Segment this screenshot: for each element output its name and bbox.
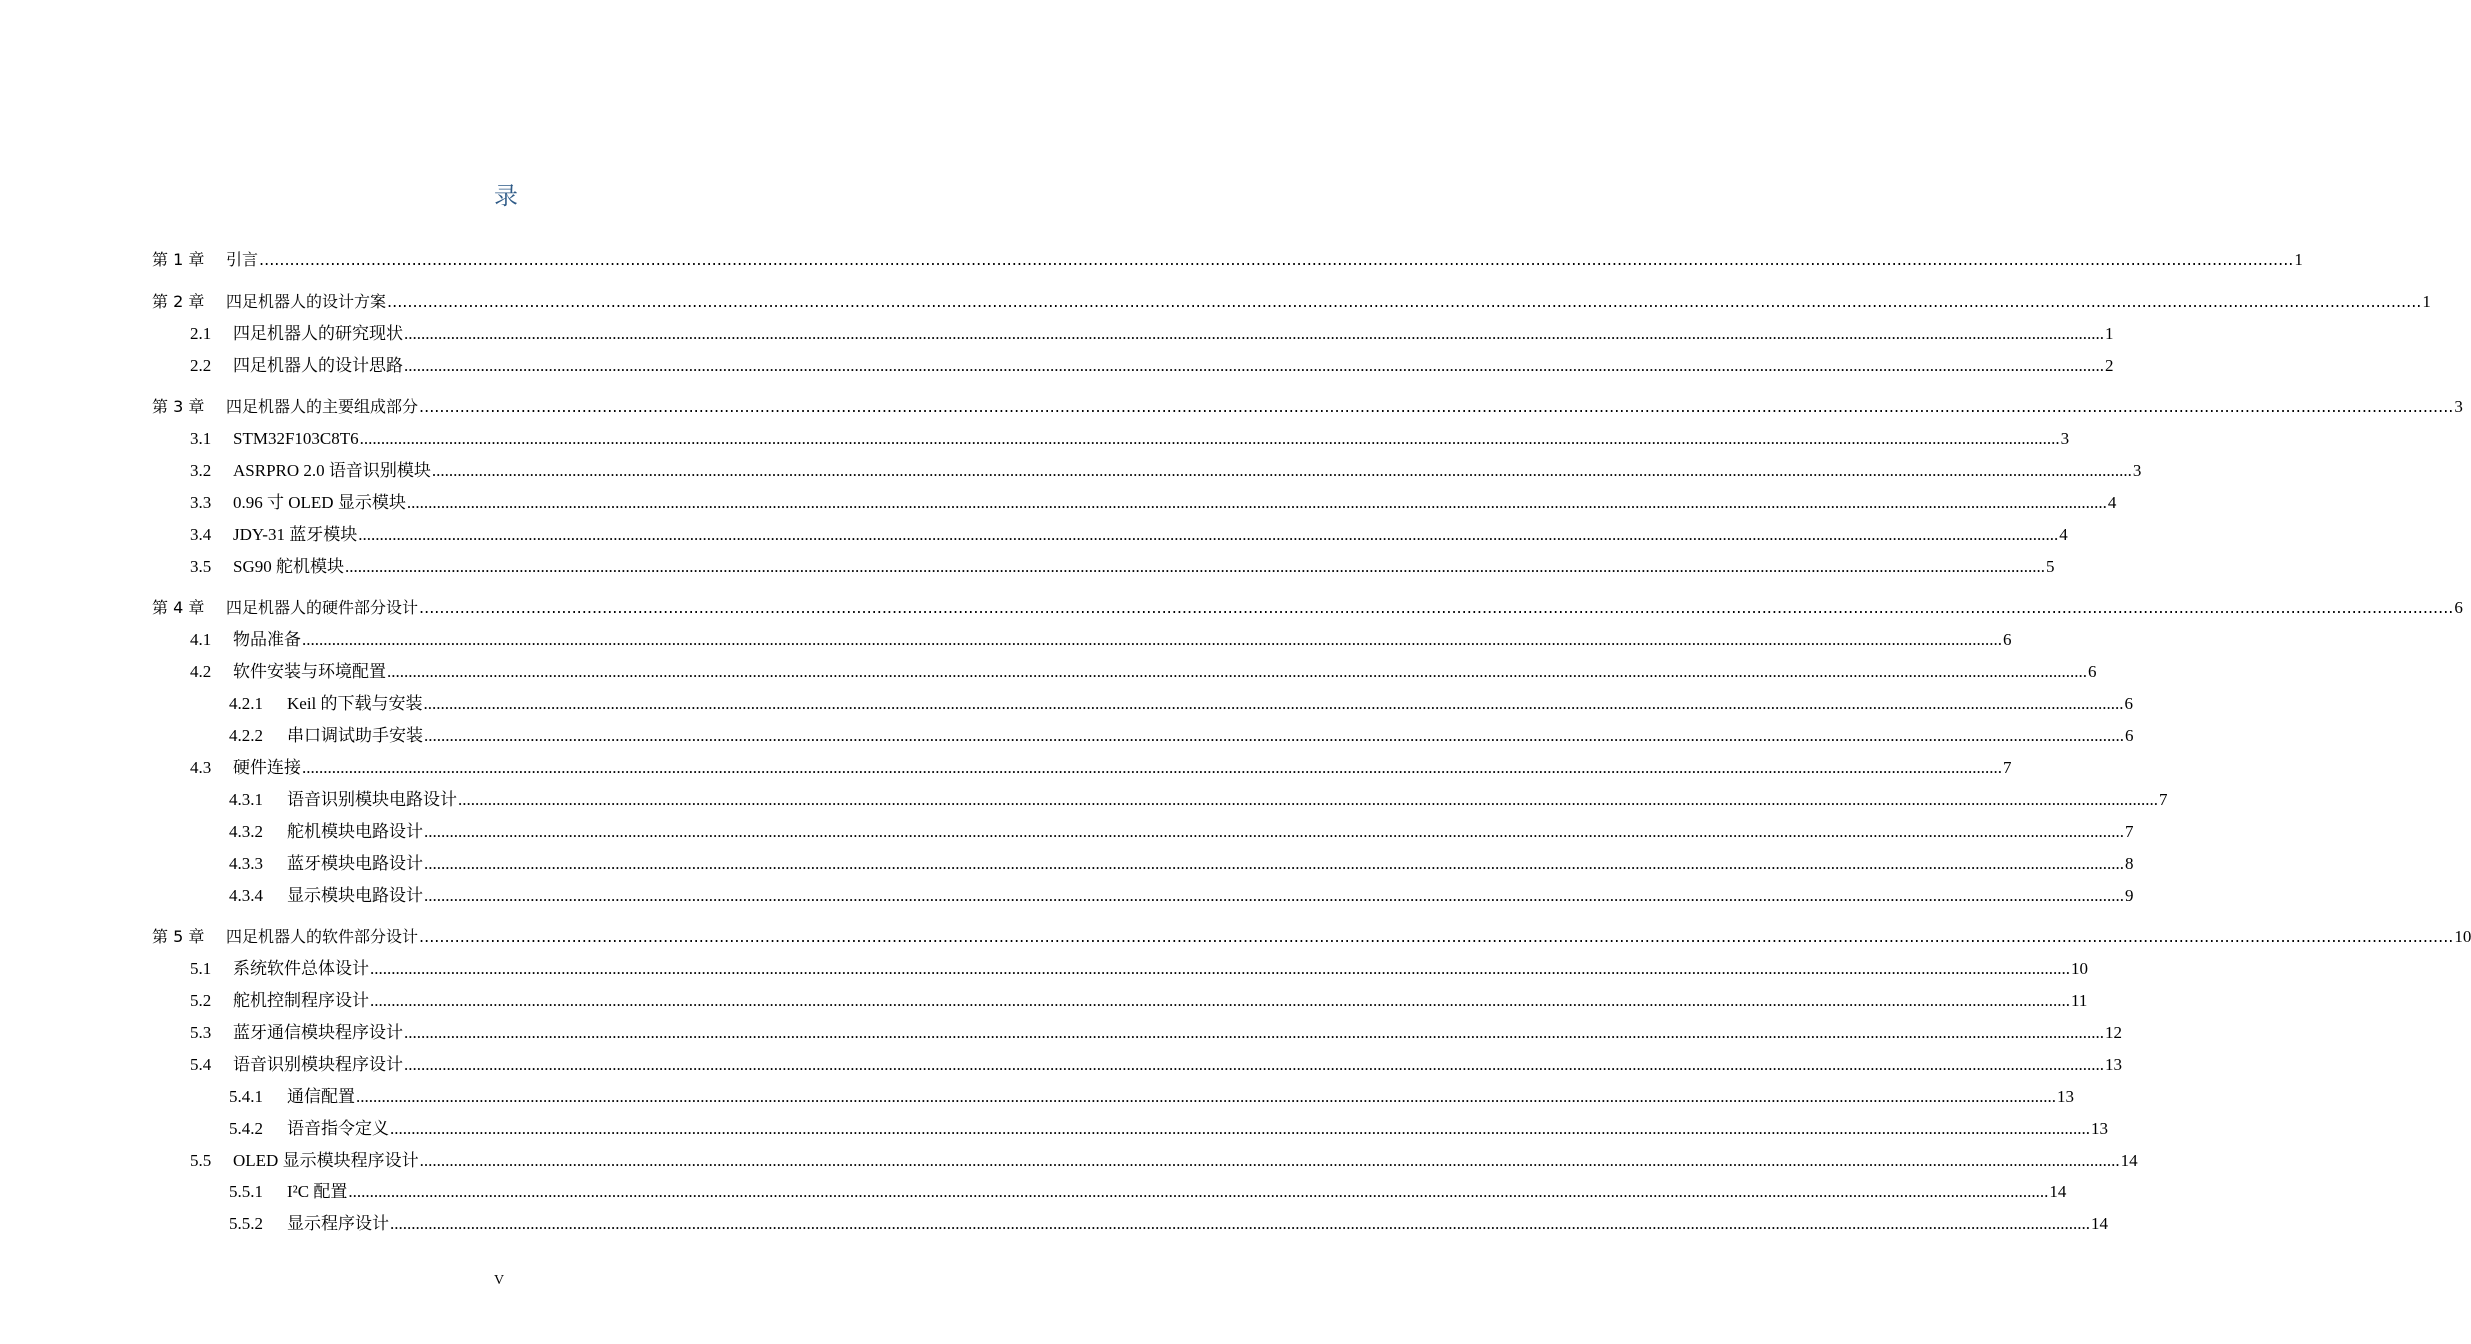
toc-entry-page: 14 [2120, 1151, 2138, 1170]
toc-leader-dots: ................................................................................................................................................................................................................................................................................................................................................................................................................ [424, 822, 2124, 841]
toc-leader-dots: ................................................................................................................................................................................................................................................................................................................................................................................................................ [348, 1182, 2049, 1201]
toc-entry-title: 四足机器人的软件部分设计 [226, 927, 419, 946]
toc-entry-title: 语音指令定义 [287, 1119, 389, 1138]
toc-entry-title: 舵机模块电路设计 [287, 822, 423, 841]
toc-entry-page: 11 [2071, 991, 2088, 1010]
toc-entry-title: SG90 舵机模块 [233, 557, 344, 576]
toc-section-entry[interactable] [229, 820, 2134, 844]
toc-leader-dots: ................................................................................................................................................................................................................................................................................................................................................................................................................ [424, 886, 2124, 905]
toc-chapter-entry[interactable] [152, 395, 2463, 419]
toc-section-entry[interactable] [229, 788, 2168, 812]
toc-entry-title: 四足机器人的研究现状 [233, 324, 403, 343]
toc-entry-number: 5.5.1 [229, 1182, 263, 1201]
toc-entry-number: 第 1 章 [152, 250, 205, 269]
toc-leader-dots: ................................................................................................................................................................................................................................................................................................................................................................................................................ [419, 397, 2454, 416]
toc-entry-number: 5.2 [190, 991, 212, 1010]
toc-section-entry[interactable] [190, 957, 2088, 981]
toc-entry-page: 6 [2124, 694, 2134, 713]
toc-section-entry[interactable] [190, 1053, 2122, 1077]
page-number: V [493, 1273, 505, 1288]
toc-entry-number: 2.2 [190, 356, 212, 375]
toc-entry-page: 8 [2125, 854, 2134, 873]
toc-entry-page: 9 [2125, 886, 2134, 905]
toc-entry-page: 2 [2105, 356, 2114, 375]
toc-entry-page: 3 [2454, 397, 2463, 416]
toc-leader-dots: ................................................................................................................................................................................................................................................................................................................................................................................................................ [404, 1055, 2104, 1074]
toc-entry-title: 系统软件总体设计 [233, 959, 369, 978]
toc-entry-title: 蓝牙模块电路设计 [287, 854, 423, 873]
toc-entry-page: 4 [2107, 493, 2117, 512]
toc-section-entry[interactable] [190, 523, 2068, 547]
toc-entry-number: 3.3 [190, 493, 212, 512]
toc-entry-title: STM32F103C8T6 [233, 429, 359, 448]
toc-leader-dots: ................................................................................................................................................................................................................................................................................................................................................................................................................ [259, 250, 2294, 269]
toc-entry-title: 串口调试助手安装 [287, 726, 423, 745]
toc-leader-dots: ................................................................................................................................................................................................................................................................................................................................................................................................................ [370, 991, 2070, 1010]
toc-section-entry[interactable] [190, 354, 2114, 378]
toc-chapter-entry[interactable] [152, 248, 2303, 272]
toc-entry-number: 4.3.1 [229, 790, 263, 809]
toc-entry-number: 4.3.2 [229, 822, 263, 841]
toc-entry-title: 语音识别模块程序设计 [233, 1055, 403, 1074]
toc-section-entry[interactable] [190, 491, 2117, 515]
toc-leader-dots: ................................................................................................................................................................................................................................................................................................................................................................................................................ [424, 854, 2124, 873]
toc-entry-page: 13 [2057, 1087, 2074, 1106]
toc-title: 录 [494, 182, 518, 210]
toc-entry-title: 通信配置 [287, 1087, 355, 1106]
toc-entry-number: 4.3.4 [229, 886, 263, 905]
toc-entry-page: 1 [2294, 250, 2303, 269]
toc-section-entry[interactable] [229, 1180, 2067, 1204]
toc-leader-dots: ................................................................................................................................................................................................................................................................................................................................................................................................................ [404, 1023, 2104, 1042]
toc-entry-title: OLED 显示模块程序设计 [233, 1151, 419, 1170]
toc-chapter-entry[interactable] [152, 290, 2431, 314]
toc-section-entry[interactable] [229, 1085, 2074, 1109]
toc-entry-page: 14 [2049, 1182, 2067, 1201]
toc-leader-dots: ................................................................................................................................................................................................................................................................................................................................................................................................................ [302, 758, 2002, 777]
toc-entry-page: 7 [2003, 758, 2012, 777]
toc-entry-page: 3 [2132, 461, 2142, 480]
toc-entry-number: 第 5 章 [152, 927, 205, 946]
toc-leader-dots: ................................................................................................................................................................................................................................................................................................................................................................................................................ [359, 429, 2060, 448]
toc-entry-number: 4.3 [190, 758, 212, 777]
toc-leader-dots: ................................................................................................................................................................................................................................................................................................................................................................................................................ [370, 959, 2070, 978]
toc-entry-title: I²C 配置 [287, 1182, 348, 1201]
toc-section-entry[interactable] [229, 724, 2134, 748]
toc-chapter-entry[interactable] [152, 925, 2471, 949]
toc-leader-dots: ................................................................................................................................................................................................................................................................................................................................................................................................................ [419, 1151, 2120, 1170]
toc-leader-dots: ................................................................................................................................................................................................................................................................................................................................................................................................................ [406, 493, 2107, 512]
toc-entry-page: 10 [2454, 927, 2471, 946]
toc-entry-title: 软件安装与环境配置 [233, 662, 386, 681]
toc-section-entry[interactable] [190, 427, 2070, 451]
toc-leader-dots: ................................................................................................................................................................................................................................................................................................................................................................................................................ [404, 324, 2104, 343]
toc-entry-number: 2.1 [190, 324, 212, 343]
toc-entry-number: 3.4 [190, 525, 212, 544]
toc-entry-page: 10 [2071, 959, 2088, 978]
toc-entry-title: 显示模块电路设计 [287, 886, 423, 905]
toc-entry-number: 4.3.3 [229, 854, 263, 873]
toc-entry-number: 4.2.1 [229, 694, 263, 713]
toc-leader-dots: ................................................................................................................................................................................................................................................................................................................................................................................................................ [358, 525, 2059, 544]
toc-section-entry[interactable] [229, 1117, 2108, 1141]
toc-leader-dots: ................................................................................................................................................................................................................................................................................................................................................................................................................ [390, 1119, 2090, 1138]
toc-entry-page: 13 [2091, 1119, 2108, 1138]
toc-entry-page: 14 [2091, 1214, 2108, 1233]
toc-leader-dots: ................................................................................................................................................................................................................................................................................................................................................................................................................ [356, 1087, 2056, 1106]
toc-leader-dots: ................................................................................................................................................................................................................................................................................................................................................................................................................ [419, 927, 2454, 946]
toc-entry-number: 5.1 [190, 959, 212, 978]
toc-entry-page: 3 [2060, 429, 2070, 448]
toc-entry-number: 5.5 [190, 1151, 212, 1170]
toc-entry-title: 0.96 寸 OLED 显示模块 [233, 493, 406, 512]
toc-entry-page: 1 [2105, 324, 2114, 343]
toc-entry-number: 4.1 [190, 630, 212, 649]
toc-entry-page: 6 [2125, 726, 2134, 745]
toc-entry-number: 5.4 [190, 1055, 212, 1074]
toc-entry-page: 6 [2003, 630, 2012, 649]
toc-entry-title: 显示程序设计 [287, 1214, 389, 1233]
toc-entry-page: 1 [2422, 292, 2431, 311]
toc-section-entry[interactable] [190, 660, 2097, 684]
toc-entry-title: 硬件连接 [233, 758, 301, 777]
toc-entry-page: 6 [2454, 598, 2463, 617]
toc-section-entry[interactable] [190, 1149, 2138, 1173]
toc-entry-page: 7 [2125, 822, 2134, 841]
toc-leader-dots: ................................................................................................................................................................................................................................................................................................................................................................................................................ [387, 662, 2087, 681]
toc-section-entry[interactable] [190, 1021, 2122, 1045]
toc-chapter-entry[interactable] [152, 596, 2463, 620]
toc-entry-title: 舵机控制程序设计 [233, 991, 369, 1010]
toc-section-entry[interactable] [190, 756, 2012, 780]
toc-section-entry[interactable] [190, 628, 2012, 652]
toc-section-entry[interactable] [229, 884, 2134, 908]
toc-entry-number: 5.4.1 [229, 1087, 263, 1106]
toc-entry-page: 4 [2059, 525, 2068, 544]
toc-entry-title: 蓝牙通信模块程序设计 [233, 1023, 403, 1042]
toc-leader-dots: ................................................................................................................................................................................................................................................................................................................................................................................................................ [431, 461, 2132, 480]
toc-leader-dots: ................................................................................................................................................................................................................................................................................................................................................................................................................ [344, 557, 2045, 576]
toc-entry-page: 6 [2088, 662, 2097, 681]
toc-entry-number: 第 4 章 [152, 598, 205, 617]
toc-entry-title: 四足机器人的设计方案 [226, 292, 387, 311]
toc-entry-title: 四足机器人的硬件部分设计 [226, 598, 419, 617]
toc-entry-page: 13 [2105, 1055, 2122, 1074]
toc-leader-dots: ................................................................................................................................................................................................................................................................................................................................................................................................................ [419, 598, 2454, 617]
toc-leader-dots: ................................................................................................................................................................................................................................................................................................................................................................................................................ [424, 726, 2124, 745]
toc-entry-title: 语音识别模块电路设计 [287, 790, 457, 809]
toc-entry-page: 12 [2105, 1023, 2122, 1042]
toc-section-entry[interactable] [229, 852, 2134, 876]
toc-entry-title: 四足机器人的设计思路 [233, 356, 403, 375]
toc-section-entry[interactable] [190, 555, 2055, 579]
toc-entry-title: 物品准备 [233, 630, 301, 649]
toc-leader-dots: ................................................................................................................................................................................................................................................................................................................................................................................................................ [458, 790, 2158, 809]
toc-leader-dots: ................................................................................................................................................................................................................................................................................................................................................................................................................ [302, 630, 2002, 649]
toc-entry-number: 4.2.2 [229, 726, 263, 745]
toc-section-entry[interactable] [190, 322, 2114, 346]
toc-entry-title: 四足机器人的主要组成部分 [226, 397, 419, 416]
toc-entry-number: 第 2 章 [152, 292, 205, 311]
toc-section-entry[interactable] [190, 459, 2142, 483]
toc-entry-title: 引言 [226, 250, 259, 269]
toc-entry-number: 5.4.2 [229, 1119, 263, 1138]
toc-leader-dots: ................................................................................................................................................................................................................................................................................................................................................................................................................ [387, 292, 2422, 311]
toc-entry-title: Keil 的下载与安装 [287, 694, 423, 713]
toc-entry-number: 5.5.2 [229, 1214, 263, 1233]
toc-entry-title: ASRPRO 2.0 语音识别模块 [233, 461, 431, 480]
toc-section-entry[interactable] [190, 989, 2088, 1013]
toc-leader-dots: ................................................................................................................................................................................................................................................................................................................................................................................................................ [390, 1214, 2090, 1233]
toc-entry-number: 3.1 [190, 429, 212, 448]
toc-entry-number: 4.2 [190, 662, 212, 681]
toc-entry-title: JDY-31 蓝牙模块 [233, 525, 358, 544]
toc-entry-number: 第 3 章 [152, 397, 205, 416]
toc-section-entry[interactable] [229, 1212, 2108, 1236]
toc-leader-dots: ................................................................................................................................................................................................................................................................................................................................................................................................................ [423, 694, 2124, 713]
toc-entry-number: 5.3 [190, 1023, 212, 1042]
toc-entry-page: 7 [2159, 790, 2168, 809]
toc-leader-dots: ................................................................................................................................................................................................................................................................................................................................................................................................................ [404, 356, 2104, 375]
toc-entry-page: 5 [2045, 557, 2055, 576]
toc-entry-number: 3.2 [190, 461, 212, 480]
toc-entry-number: 3.5 [190, 557, 212, 576]
toc-section-entry[interactable] [229, 692, 2134, 716]
